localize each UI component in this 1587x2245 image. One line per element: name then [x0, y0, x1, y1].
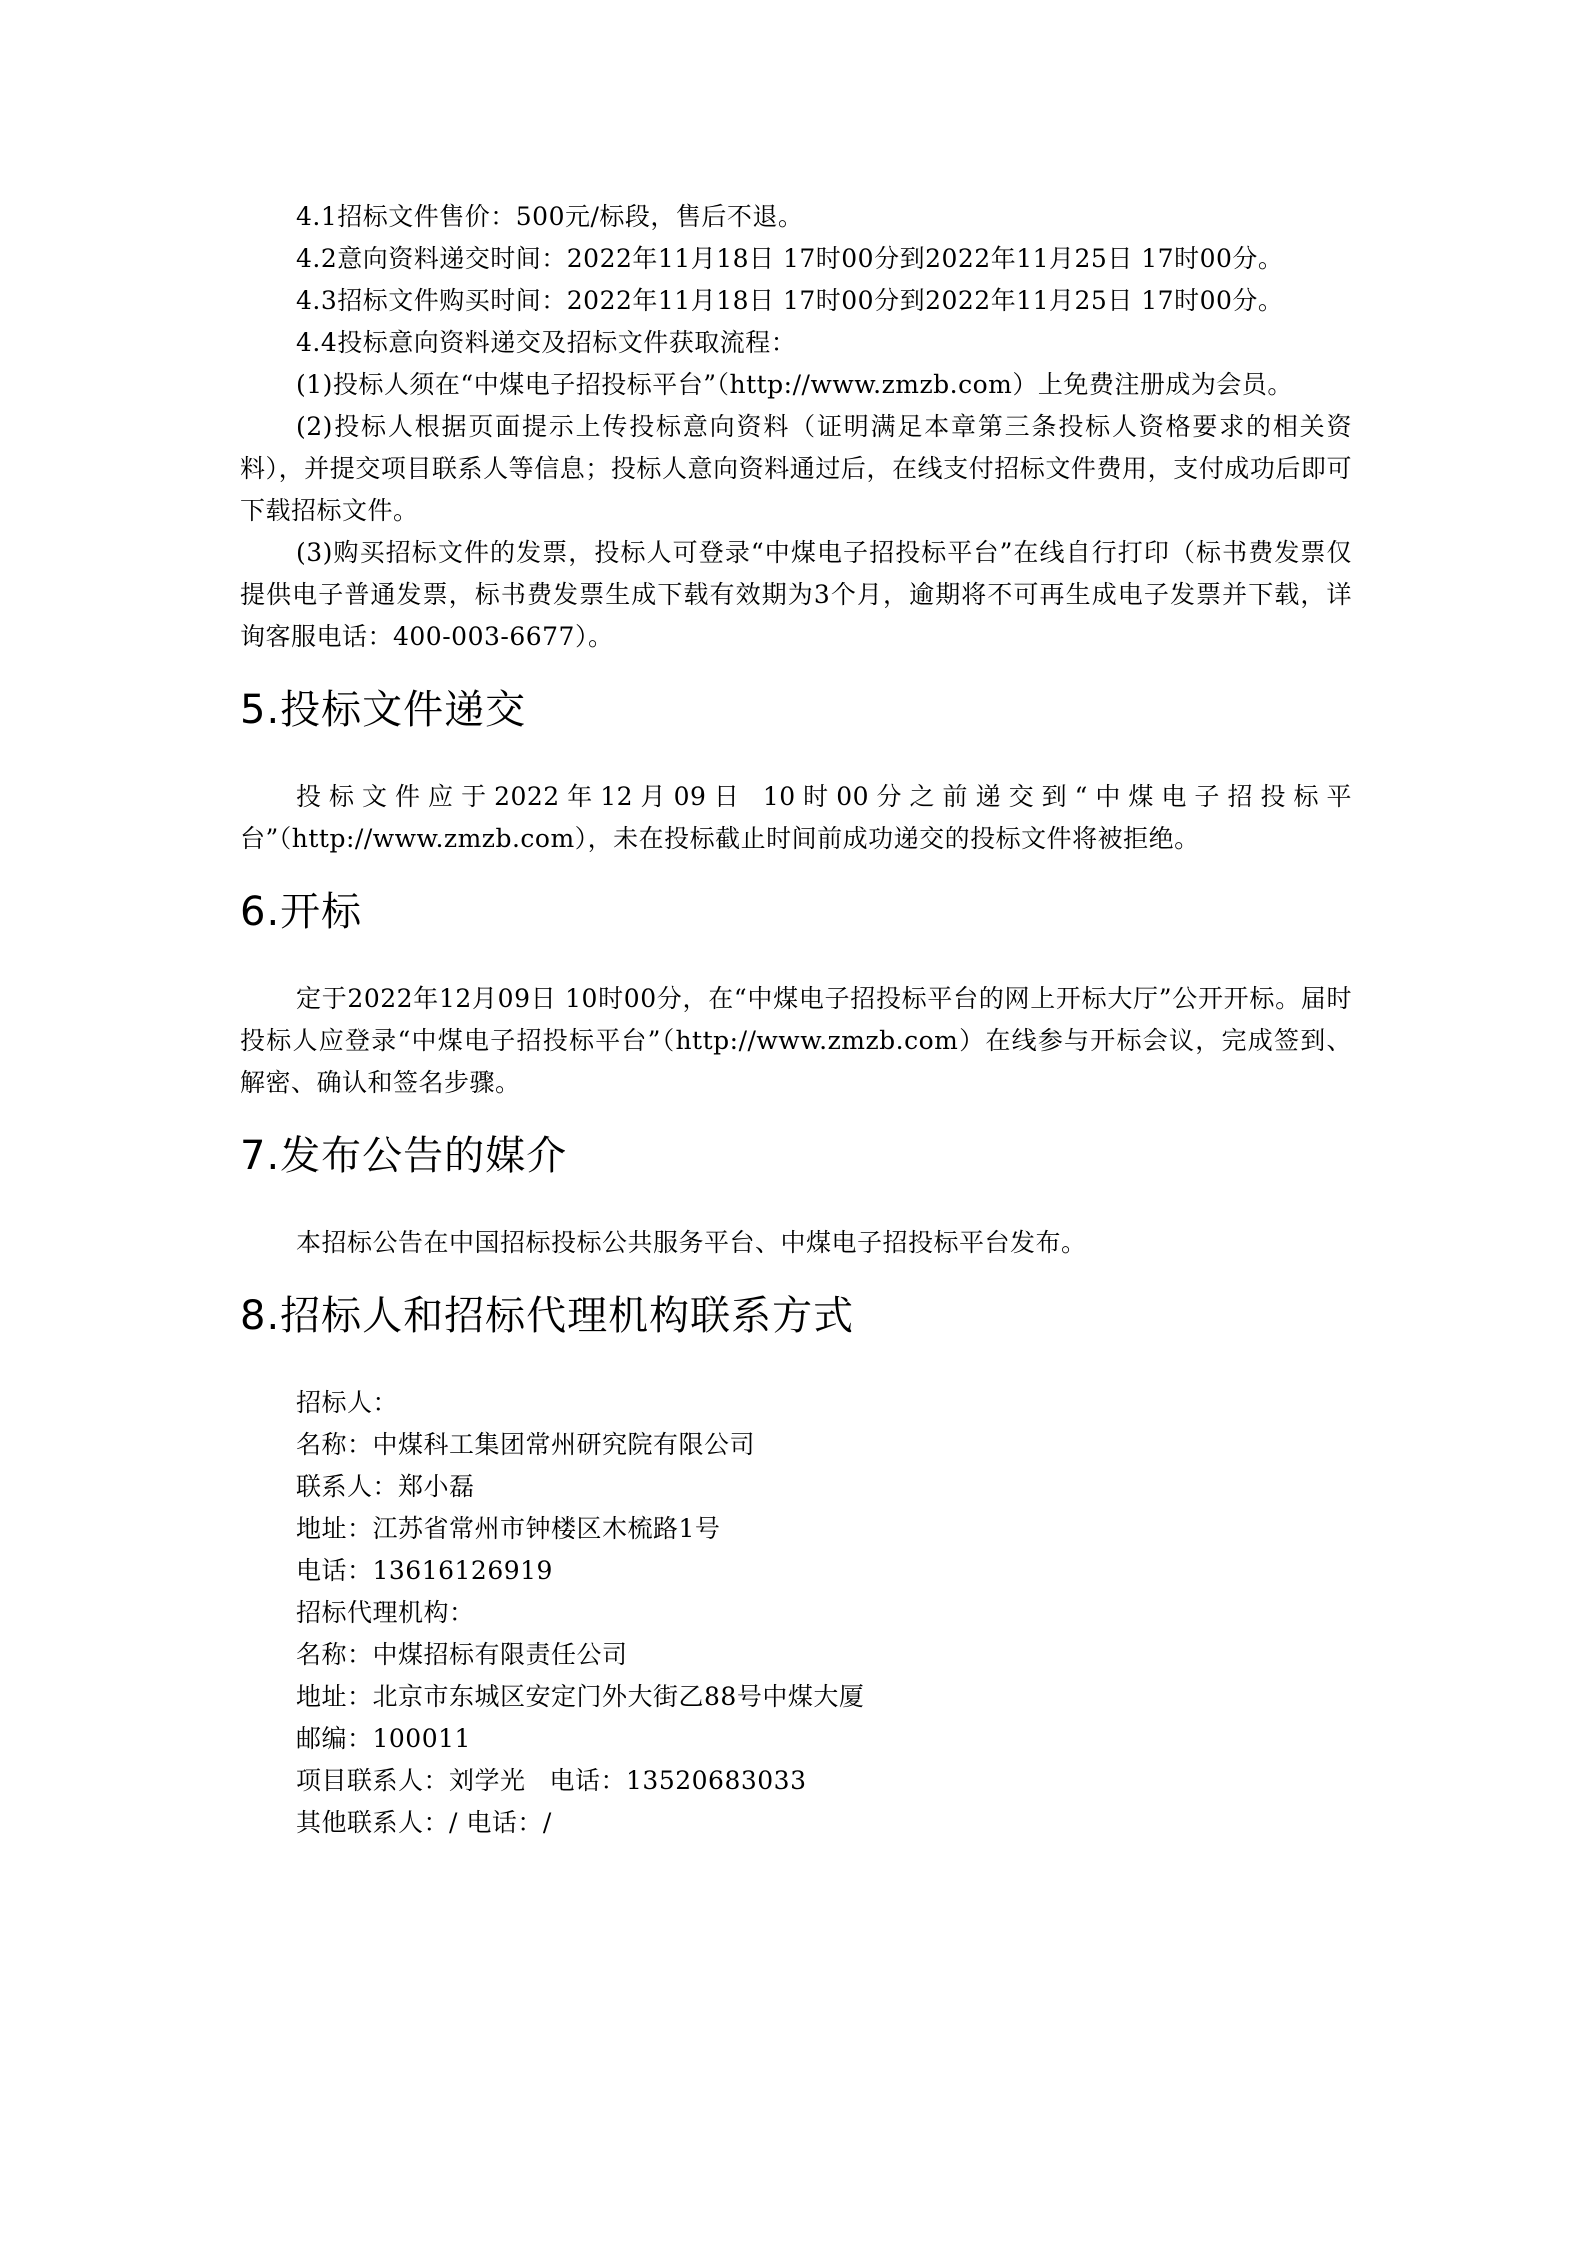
agent-name: 名称：中煤招标有限责任公司 [296, 1640, 628, 1669]
tenderer-contact: 联系人：郑小磊 [296, 1472, 475, 1501]
step-3: (3)购买招标文件的发票，投标人可登录“中煤电子招投标平台”在线自行打印（标书费发票仅提供电子普通发票，标书费发票生成下载有效期为3个月，逾期将不可再生成电子发票并下载，详询客服电话：400-003-6677）。 [240, 538, 1352, 651]
tenderer-address: 地址：江苏省常州市钟楼区木梳路1号 [296, 1514, 721, 1543]
document-content [240, 196, 1352, 1844]
tenderer-label: 招标人： [296, 1388, 399, 1417]
section-6-body: 定于2022年12月09日 10时00分，在“中煤电子招投标平台的网上开标大厅”公开开标。届时投标人应登录“中煤电子招投标平台”（http://www.zmzb.com）在线参与开标会议，完成签到、解密、确认和签名步骤。 [240, 984, 1352, 1097]
paragraph-4-4: 4.4投标意向资料递交及招标文件获取流程： [296, 328, 797, 357]
tenderer-name: 名称：中煤科工集团常州研究院有限公司 [296, 1430, 756, 1459]
agent-address: 地址：北京市东城区安定门外大街乙88号中煤大厦 [296, 1682, 865, 1711]
paragraph-4-1: 4.1招标文件售价：500元/标段，售后不退。 [296, 202, 804, 231]
contact-block [240, 1382, 1352, 1844]
agent-postcode: 邮编：100011 [296, 1724, 471, 1753]
step-1: (1)投标人须在“中煤电子招投标平台”（http://www.zmzb.com）上免费注册成为会员。 [296, 370, 1293, 399]
tenderer-phone: 电话：13616126919 [296, 1556, 553, 1585]
paragraph-4-3: 4.3招标文件购买时间：2022年11月18日 17时00分到2022年11月25日 17时00分。 [296, 286, 1284, 315]
section-8-title: 8.招标人和招标代理机构联系方式 [240, 1293, 855, 1339]
section-7-body: 本招标公告在中国招标投标公共服务平台、中煤电子招投标平台发布。 [296, 1228, 1087, 1257]
agent-project-contact: 项目联系人：刘学光 [296, 1766, 526, 1795]
section-6-title: 6.开标 [240, 889, 363, 935]
step-2: (2)投标人根据页面提示上传投标意向资料（证明满足本章第三条投标人资格要求的相关资料），并提交项目联系人等信息；投标人意向资料通过后，在线支付招标文件费用，支付成功后即可下载招标文件。 [240, 412, 1352, 525]
agent-project-phone: 电话：13520683033 [549, 1766, 807, 1795]
agent-other-contact: 其他联系人：/ 电话：/ [296, 1808, 552, 1837]
section-5-title: 5.投标文件递交 [240, 687, 527, 733]
agent-label: 招标代理机构： [296, 1598, 475, 1627]
section-5-body: 投标文件应于2022年12月09日 10时00分之前递交到“中煤电子招投标平台”（http://www.zmzb.com），未在投标截止时间前成功递交的投标文件将被拒绝。 [240, 782, 1352, 853]
paragraph-4-2: 4.2意向资料递交时间：2022年11月18日 17时00分到2022年11月25日 17时00分。 [296, 244, 1284, 273]
section-7-title: 7.发布公告的媒介 [240, 1133, 568, 1179]
agent-project-contact-line [240, 1760, 1352, 1802]
